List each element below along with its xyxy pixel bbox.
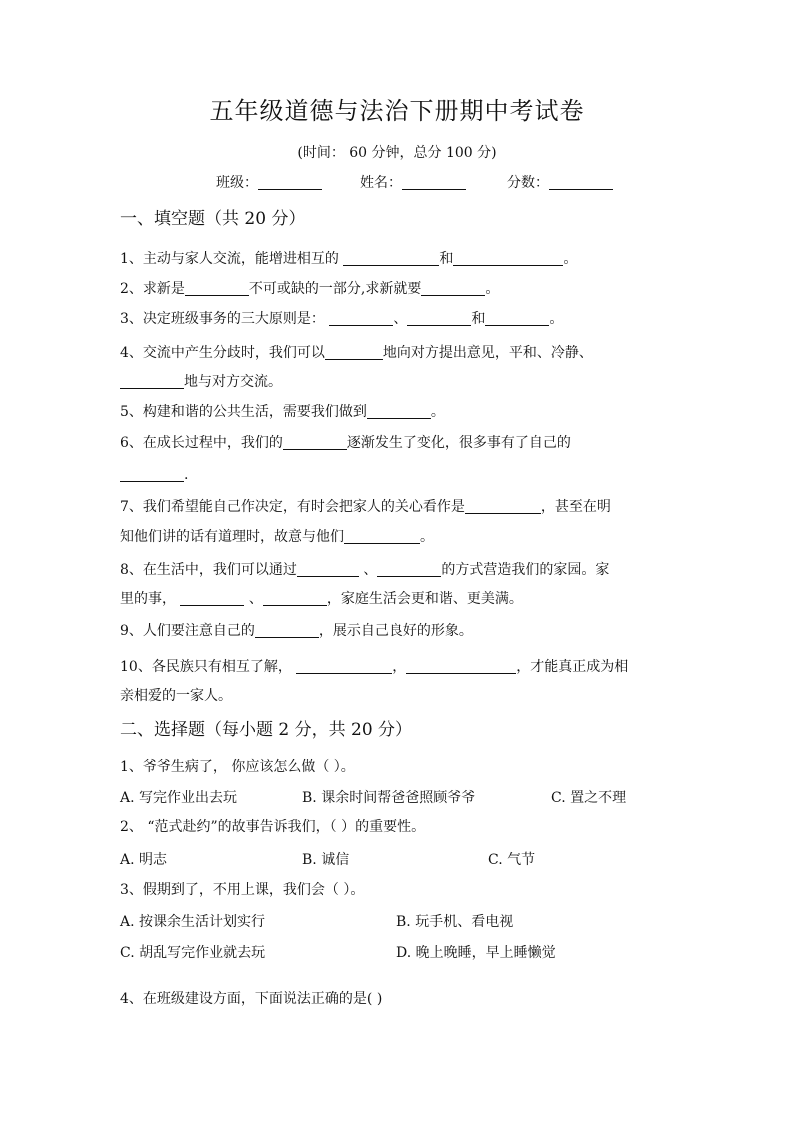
option-b[interactable]: B. 玩手机、看电视 <box>396 914 514 930</box>
answer-blank[interactable] <box>325 343 383 360</box>
answer-blank[interactable] <box>465 497 541 514</box>
question-1-8: 8、在生活中，我们可以通过 、 的方式营造我们的家园。家 <box>120 562 610 578</box>
answer-blank[interactable] <box>185 279 249 296</box>
answer-blank[interactable] <box>120 465 184 482</box>
answer-blank[interactable] <box>343 249 439 266</box>
option-a[interactable]: A. 按课余生活计划实行 <box>120 914 266 930</box>
option-c[interactable]: C. 气节 <box>488 852 536 868</box>
answer-blank[interactable] <box>367 402 431 419</box>
question-1-8-cont: 里的事， 、 ，家庭生活会更和谐、更美满。 <box>120 591 523 607</box>
question-1-7: 7、我们希望能自己作决定，有时会把家人的关心看作是 ，甚至在明 <box>120 499 611 515</box>
question-2-1: 1、爷爷生病了， 你应该怎么做（ ）。 <box>120 759 355 775</box>
question-1-10: 10、各民族只有相互了解， ， ，才能真正成为相 <box>120 659 629 675</box>
question-1-9: 9、人们要注意自己的 ，展示自己良好的形象。 <box>120 623 473 639</box>
answer-blank[interactable] <box>407 309 471 326</box>
question-1-7-cont: 知他们讲的话有道理时，故意与他们 。 <box>120 529 434 545</box>
page-title: 五年级道德与法治下册期中考试卷 <box>209 97 585 125</box>
name-label: 姓名： <box>360 175 402 191</box>
question-1-4: 4、交流中产生分歧时，我们可以 地向对方提出意见，平和、冷静、 <box>120 345 593 361</box>
answer-blank[interactable] <box>421 279 485 296</box>
question-1-3: 3、决定班级事务的三大原则是： 、 和 。 <box>120 311 564 327</box>
score-field <box>507 172 613 194</box>
option-b[interactable]: B. 诚信 <box>302 852 350 868</box>
name-blank[interactable] <box>402 173 466 190</box>
section-heading-fill-in: 一、填空题（共 20 分） <box>120 209 306 229</box>
answer-blank[interactable] <box>377 560 441 577</box>
question-1-5: 5、构建和谐的公共生活，需要我们做到 。 <box>120 404 445 420</box>
answer-blank[interactable] <box>453 249 563 266</box>
answer-blank[interactable] <box>329 309 393 326</box>
answer-blank[interactable] <box>120 372 184 389</box>
question-1-10-cont: 亲相爱的一家人。 <box>120 688 232 704</box>
option-a[interactable]: A. 明志 <box>120 852 168 868</box>
question-1-2: 2、求新是 不可或缺的一部分,求新就要 。 <box>120 281 500 297</box>
class-field <box>216 172 322 194</box>
question-1-4-cont: 地与对方交流。 <box>120 367 680 398</box>
score-blank[interactable] <box>549 173 613 190</box>
section-heading-multiple-choice: 二、选择题（每小题 2 分，共 20 分） <box>120 720 413 740</box>
question-2-3: 3、假期到了，不用上课，我们会（ ）。 <box>120 882 365 898</box>
exam-time-info: (时间： 60 分钟，总分 100 分) <box>297 145 497 161</box>
option-b[interactable]: B. 课余时间帮爸爸照顾爷爷 <box>302 790 476 806</box>
option-c[interactable]: C. 胡乱写完作业就去玩 <box>120 945 266 961</box>
answer-blank[interactable] <box>296 657 392 674</box>
answer-blank[interactable] <box>344 527 420 544</box>
question-1-1: 1、主动与家人交流，能增进相互的 和 。 <box>120 251 578 267</box>
answer-blank[interactable] <box>180 589 244 606</box>
question-2-4: 4、在班级建设方面，下面说法正确的是( ) <box>120 991 383 1007</box>
answer-blank[interactable] <box>297 560 359 577</box>
class-label: 班级： <box>216 175 258 191</box>
class-blank[interactable] <box>258 173 322 190</box>
answer-blank[interactable] <box>255 621 319 638</box>
question-1-6: 6、在成长过程中，我们的 逐渐发生了变化，很多事有了自己的 <box>120 435 571 451</box>
option-a[interactable]: A. 写完作业出去玩 <box>120 790 238 806</box>
name-field <box>360 172 466 194</box>
question-2-2: 2、 “范式赴约”的故事告诉我们，（ ）的重要性。 <box>120 819 426 835</box>
answer-blank[interactable] <box>263 589 327 606</box>
answer-blank[interactable] <box>283 433 347 450</box>
score-label: 分数： <box>507 175 549 191</box>
option-d[interactable]: D. 晚上晚睡，早上睡懒觉 <box>396 945 556 961</box>
answer-blank[interactable] <box>485 309 549 326</box>
question-1-6-cont: . <box>120 460 680 491</box>
option-c[interactable]: C. 置之不理 <box>551 790 627 806</box>
answer-blank[interactable] <box>406 657 516 674</box>
